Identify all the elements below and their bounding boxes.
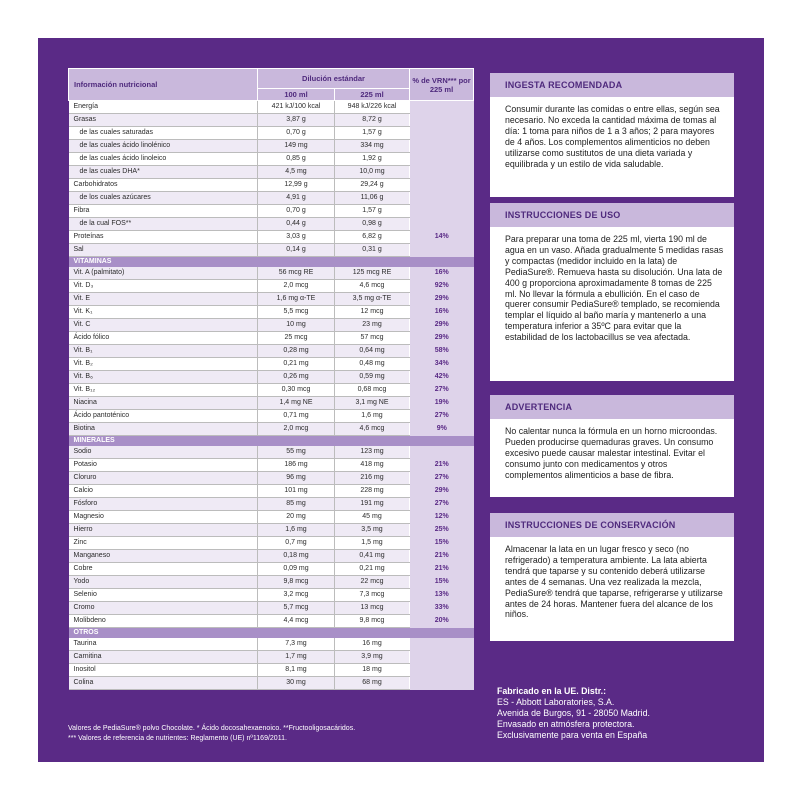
vrn-percent [410, 101, 474, 114]
table-row [69, 446, 474, 459]
vrn-percent [410, 638, 474, 651]
recommended-intake-text: Consumir durante las comidas o entre ellas, según sea necesario. No exceda la cantidad máxima de tomas al día: 1 toma para niños de 1 a 3 años; 2 para mayores de 4 años. Los complementos alimenticios no deben utilizarse como sustitutos de una dieta variada y equilibrada y un estilo de vida saludable. [490, 97, 734, 197]
vrn-percent: 33% [410, 602, 474, 615]
nutrient-name: Cloruro [69, 472, 258, 485]
value-225ml: 18 mg [335, 664, 410, 677]
table-row [69, 306, 474, 319]
nutrient-name: de la cual FOS** [69, 218, 258, 231]
nutrient-name: Ácido fólico [69, 332, 258, 345]
value-100ml: 2,0 mcg [258, 280, 335, 293]
storage-instructions-box [490, 513, 734, 641]
nutrient-name: Carbohidratos [69, 179, 258, 192]
value-225ml: 29,24 g [335, 179, 410, 192]
table-row [69, 651, 474, 664]
vrn-percent: 27% [410, 498, 474, 511]
value-225ml: 0,98 g [335, 218, 410, 231]
nutrient-name: Magnesio [69, 511, 258, 524]
value-225ml: 16 mg [335, 638, 410, 651]
value-225ml: 12 mcg [335, 306, 410, 319]
vrn-percent [410, 127, 474, 140]
nutrient-name: de las cuales DHA* [69, 166, 258, 179]
manufacturer-line: Envasado en atmósfera protectora. [497, 719, 635, 729]
vrn-percent: 21% [410, 550, 474, 563]
value-100ml: 12,99 g [258, 179, 335, 192]
nutrient-name: Yodo [69, 576, 258, 589]
value-100ml: 0,85 g [258, 153, 335, 166]
value-225ml: 4,6 mcg [335, 280, 410, 293]
nutrient-name: Energía [69, 101, 258, 114]
table-header-vrn: % de VRN*** por 225 ml [410, 69, 474, 101]
value-100ml: 10 mg [258, 319, 335, 332]
table-row [69, 638, 474, 651]
table-row [69, 244, 474, 257]
table-section-header [69, 436, 474, 447]
value-225ml: 4,6 mcg [335, 423, 410, 436]
table-header-dilution: Dilución estándar [258, 69, 410, 89]
value-225ml: 0,48 mg [335, 358, 410, 371]
nutrient-name: de las cuales ácido linoleico [69, 153, 258, 166]
value-100ml: 0,18 mg [258, 550, 335, 563]
table-row [69, 231, 474, 244]
usage-instructions-title: INSTRUCCIONES DE USO [490, 203, 734, 227]
value-100ml: 1,6 mg [258, 524, 335, 537]
value-225ml: 0,68 mcg [335, 384, 410, 397]
value-225ml: 1,5 mg [335, 537, 410, 550]
table-section-header [69, 628, 474, 639]
vrn-percent: 58% [410, 345, 474, 358]
nutrient-name: de las cuales saturadas [69, 127, 258, 140]
value-100ml: 0,70 g [258, 205, 335, 218]
value-225ml: 1,57 g [335, 127, 410, 140]
vrn-percent: 14% [410, 231, 474, 244]
vrn-percent [410, 114, 474, 127]
table-row [69, 550, 474, 563]
vrn-percent [410, 166, 474, 179]
value-100ml: 96 mg [258, 472, 335, 485]
vrn-percent: 15% [410, 537, 474, 550]
nutrient-name: Vit. B₂ [69, 358, 258, 371]
table-row [69, 179, 474, 192]
vrn-percent: 13% [410, 589, 474, 602]
nutrient-name: Biotina [69, 423, 258, 436]
value-100ml: 1,4 mg NE [258, 397, 335, 410]
section-title: VITAMINAS [69, 257, 474, 268]
value-225ml: 9,8 mcg [335, 615, 410, 628]
vrn-percent: 9% [410, 423, 474, 436]
vrn-percent: 92% [410, 280, 474, 293]
nutrient-name: Ácido pantoténico [69, 410, 258, 423]
nutrient-name: Potasio [69, 459, 258, 472]
value-100ml: 8,1 mg [258, 664, 335, 677]
table-row [69, 615, 474, 628]
table-row [69, 423, 474, 436]
value-100ml: 4,91 g [258, 192, 335, 205]
value-100ml: 20 mg [258, 511, 335, 524]
value-100ml: 1,6 mg α-TE [258, 293, 335, 306]
table-row [69, 345, 474, 358]
vrn-percent [410, 153, 474, 166]
nutrient-name: Vit. E [69, 293, 258, 306]
table-row [69, 677, 474, 690]
value-225ml: 3,1 mg NE [335, 397, 410, 410]
nutrient-name: Niacina [69, 397, 258, 410]
table-row [69, 498, 474, 511]
table-row [69, 384, 474, 397]
value-100ml: 0,21 mg [258, 358, 335, 371]
value-225ml: 11,06 g [335, 192, 410, 205]
value-225ml: 13 mcg [335, 602, 410, 615]
vrn-percent: 15% [410, 576, 474, 589]
value-100ml: 4,4 mcg [258, 615, 335, 628]
nutrient-name: Fibra [69, 205, 258, 218]
nutrient-name: Hierro [69, 524, 258, 537]
nutrient-name: Zinc [69, 537, 258, 550]
value-100ml: 0,7 mg [258, 537, 335, 550]
nutrient-name: Taurina [69, 638, 258, 651]
value-225ml: 191 mg [335, 498, 410, 511]
vrn-percent [410, 244, 474, 257]
nutrient-name: Cobre [69, 563, 258, 576]
value-225ml: 10,0 mg [335, 166, 410, 179]
nutrient-name: Vit. K₁ [69, 306, 258, 319]
vrn-percent: 27% [410, 410, 474, 423]
value-100ml: 56 mcg RE [258, 267, 335, 280]
vrn-percent [410, 140, 474, 153]
nutrient-name: Sal [69, 244, 258, 257]
table-row [69, 319, 474, 332]
nutrient-name: Manganeso [69, 550, 258, 563]
nutrition-table-body [69, 101, 474, 690]
vrn-percent [410, 664, 474, 677]
table-footnotes [68, 724, 468, 744]
table-row [69, 153, 474, 166]
table-row [69, 589, 474, 602]
value-100ml: 0,30 mcg [258, 384, 335, 397]
section-title: OTROS [69, 628, 474, 639]
vrn-percent [410, 179, 474, 192]
value-225ml: 8,72 g [335, 114, 410, 127]
value-100ml: 149 mg [258, 140, 335, 153]
value-225ml: 57 mcg [335, 332, 410, 345]
nutrient-name: Vit. B₆ [69, 371, 258, 384]
value-225ml: 125 mcg RE [335, 267, 410, 280]
value-225ml: 68 mg [335, 677, 410, 690]
table-row [69, 537, 474, 550]
vrn-percent: 16% [410, 267, 474, 280]
table-row [69, 410, 474, 423]
value-100ml: 55 mg [258, 446, 335, 459]
usage-instructions-box [490, 203, 734, 381]
value-225ml: 216 mg [335, 472, 410, 485]
footnote-line: *** Valores de referencia de nutrientes: Reglamento (UE) nº1169/2011. [68, 735, 287, 742]
table-row [69, 524, 474, 537]
table-row [69, 127, 474, 140]
value-225ml: 45 mg [335, 511, 410, 524]
value-100ml: 5,5 mcg [258, 306, 335, 319]
table-row [69, 485, 474, 498]
recommended-intake-box [490, 73, 734, 197]
table-row [69, 472, 474, 485]
vrn-percent: 19% [410, 397, 474, 410]
vrn-percent [410, 651, 474, 664]
vrn-percent: 27% [410, 384, 474, 397]
warning-title: ADVERTENCIA [490, 395, 734, 419]
table-row [69, 371, 474, 384]
value-225ml: 6,82 g [335, 231, 410, 244]
value-225ml: 0,41 mg [335, 550, 410, 563]
vrn-percent: 29% [410, 332, 474, 345]
value-100ml: 421 kJ/100 kcal [258, 101, 335, 114]
value-225ml: 0,64 mg [335, 345, 410, 358]
value-100ml: 0,71 mg [258, 410, 335, 423]
value-225ml: 0,21 mg [335, 563, 410, 576]
table-row [69, 511, 474, 524]
table-row [69, 166, 474, 179]
vrn-percent: 25% [410, 524, 474, 537]
nutrient-name: Colina [69, 677, 258, 690]
warning-box [490, 395, 734, 497]
value-100ml: 3,2 mcg [258, 589, 335, 602]
storage-instructions-text: Almacenar la lata en un lugar fresco y seco (no refrigerado) a temperatura ambiente. La lata abierta tendrá que taparse y su contenido deberá utilizarse antes de 4 semanas. Una vez realizada la mezcla, PediaSure® tendrá que taparse, refrigerarse y utilizarse antes de 24 horas. Mantener fuera del alcance de los niños. [490, 537, 734, 641]
vrn-percent: 12% [410, 511, 474, 524]
recommended-intake-title: INGESTA RECOMENDADA [490, 73, 734, 97]
nutrition-table [68, 68, 473, 690]
vrn-percent: 34% [410, 358, 474, 371]
value-225ml: 334 mg [335, 140, 410, 153]
vrn-percent [410, 218, 474, 231]
table-row [69, 140, 474, 153]
vrn-percent [410, 192, 474, 205]
value-100ml: 7,3 mg [258, 638, 335, 651]
vrn-percent [410, 446, 474, 459]
nutrient-name: de los cuales azúcares [69, 192, 258, 205]
manufacturer-title: Fabricado en la UE. Distr.: [497, 686, 607, 696]
vrn-percent [410, 677, 474, 690]
nutrient-name: Vit. A (palmitato) [69, 267, 258, 280]
value-100ml: 186 mg [258, 459, 335, 472]
vrn-percent: 42% [410, 371, 474, 384]
table-row [69, 205, 474, 218]
manufacturer-line: ES - Abbott Laboratories, S.A. [497, 697, 615, 707]
value-225ml: 23 mg [335, 319, 410, 332]
nutrient-name: Molibdeno [69, 615, 258, 628]
manufacturer-line: Exclusivamente para venta en España [497, 730, 648, 740]
vrn-percent: 16% [410, 306, 474, 319]
value-100ml: 3,87 g [258, 114, 335, 127]
vrn-percent: 29% [410, 319, 474, 332]
nutrient-name: Vit. B₁ [69, 345, 258, 358]
value-100ml: 0,14 g [258, 244, 335, 257]
table-row [69, 459, 474, 472]
value-225ml: 1,57 g [335, 205, 410, 218]
nutrient-name: Selenio [69, 589, 258, 602]
table-row [69, 114, 474, 127]
nutrient-name: Fósforo [69, 498, 258, 511]
value-100ml: 85 mg [258, 498, 335, 511]
vrn-percent: 21% [410, 459, 474, 472]
value-100ml: 1,7 mg [258, 651, 335, 664]
value-225ml: 0,31 g [335, 244, 410, 257]
table-section-header [69, 257, 474, 268]
value-225ml: 228 mg [335, 485, 410, 498]
table-row [69, 280, 474, 293]
value-100ml: 30 mg [258, 677, 335, 690]
table-row [69, 293, 474, 306]
table-row [69, 397, 474, 410]
table-header-225ml: 225 ml [335, 89, 410, 101]
storage-instructions-title: INSTRUCCIONES DE CONSERVACIÓN [490, 513, 734, 537]
value-225ml: 1,6 mg [335, 410, 410, 423]
nutrient-name: de las cuales ácido linolénico [69, 140, 258, 153]
value-100ml: 0,09 mg [258, 563, 335, 576]
nutrient-name: Proteínas [69, 231, 258, 244]
value-225ml: 123 mg [335, 446, 410, 459]
value-100ml: 0,44 g [258, 218, 335, 231]
value-225ml: 3,9 mg [335, 651, 410, 664]
value-100ml: 25 mcg [258, 332, 335, 345]
nutrient-name: Sodio [69, 446, 258, 459]
value-100ml: 0,26 mg [258, 371, 335, 384]
value-100ml: 9,8 mcg [258, 576, 335, 589]
nutrient-name: Inositol [69, 664, 258, 677]
table-row [69, 218, 474, 231]
warning-text: No calentar nunca la fórmula en un horno microondas. Pueden producirse quemaduras graves. Un consumo excesivo puede causar malestar intestinal. Evitar el consumo junto con medicamentos y otros complementos alimenticios a base de fibra. [490, 419, 734, 497]
value-225ml: 418 mg [335, 459, 410, 472]
value-225ml: 7,3 mcg [335, 589, 410, 602]
nutrient-name: Vit. D₃ [69, 280, 258, 293]
table-row [69, 563, 474, 576]
vrn-percent [410, 205, 474, 218]
nutrient-name: Vit. B₁₂ [69, 384, 258, 397]
nutrient-name: Cromo [69, 602, 258, 615]
value-100ml: 0,28 mg [258, 345, 335, 358]
value-100ml: 101 mg [258, 485, 335, 498]
table-row [69, 101, 474, 114]
nutrient-name: Carnitina [69, 651, 258, 664]
value-100ml: 2,0 mcg [258, 423, 335, 436]
nutrient-name: Grasas [69, 114, 258, 127]
table-header-100ml: 100 ml [258, 89, 335, 101]
value-100ml: 3,03 g [258, 231, 335, 244]
value-100ml: 4,5 mg [258, 166, 335, 179]
table-row [69, 664, 474, 677]
value-225ml: 948 kJ/226 kcal [335, 101, 410, 114]
table-row [69, 602, 474, 615]
value-225ml: 3,5 mg [335, 524, 410, 537]
vrn-percent: 29% [410, 485, 474, 498]
manufacturer-info [497, 686, 757, 741]
manufacturer-line: Avenida de Burgos, 91 - 28050 Madrid. [497, 708, 650, 718]
nutrient-name: Vit. C [69, 319, 258, 332]
vrn-percent: 21% [410, 563, 474, 576]
table-row [69, 192, 474, 205]
value-100ml: 0,70 g [258, 127, 335, 140]
value-225ml: 0,59 mg [335, 371, 410, 384]
vrn-percent: 29% [410, 293, 474, 306]
table-row [69, 358, 474, 371]
table-row [69, 267, 474, 280]
value-100ml: 5,7 mcg [258, 602, 335, 615]
table-header-label: Información nutricional [69, 69, 258, 101]
section-title: MINERALES [69, 436, 474, 447]
vrn-percent: 27% [410, 472, 474, 485]
footnote-line: Valores de PediaSure® polvo Chocolate. * Ácido docosahexaenoico. **Fructooligosacáridos. [68, 725, 356, 732]
vrn-percent: 20% [410, 615, 474, 628]
table-row [69, 576, 474, 589]
nutrient-name: Calcio [69, 485, 258, 498]
value-225ml: 3,5 mg α-TE [335, 293, 410, 306]
table-row [69, 332, 474, 345]
value-225ml: 1,92 g [335, 153, 410, 166]
value-225ml: 22 mcg [335, 576, 410, 589]
usage-instructions-text: Para preparar una toma de 225 ml, vierta 190 ml de agua en un vaso. Añada gradualmente 5 medidas rasas y compactas (medidor incluido en la lata) de PediaSure®. Remueva hasta su disolución. Una lata de 400 g proporciona aproximadamente 8 tomas de 225 ml. No llevar la fórmula a ebullición. En el caso de querer consumir PediaSure® templado, se recomienda templar el líquido al baño maría y mantenerlo a una temperatura inferior a 35ºC para evitar que la estabilidad de los lactobacillus se vea afectada. [490, 227, 734, 381]
